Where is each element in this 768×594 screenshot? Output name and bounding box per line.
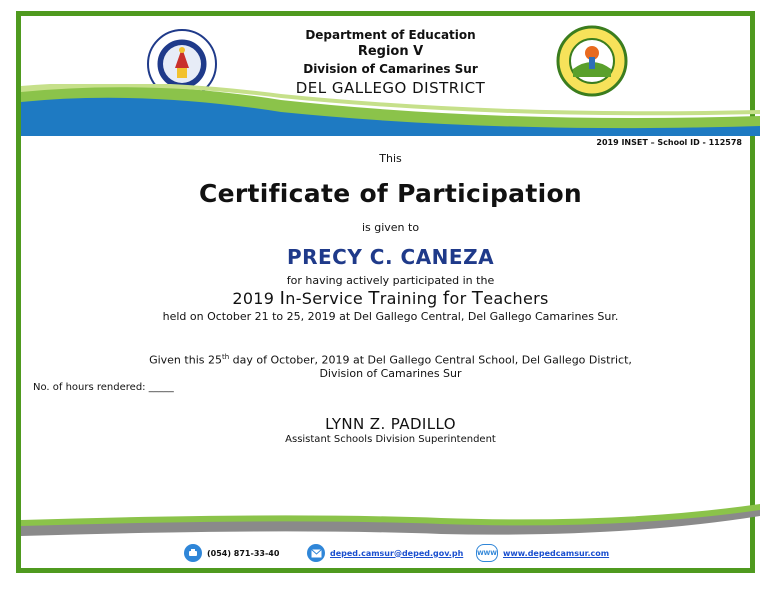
district-heading: DEL GALLEGO DISTRICT (295, 79, 486, 97)
intro-text: This (379, 152, 402, 165)
signatory-position: Assistant Schools Division Superintendent (285, 434, 496, 445)
given-to-text: is given to (361, 221, 420, 234)
held-on-text: held on October 21 to 25, 2019 at Del Gallego Central, Del Gallego Camarines Sur. (162, 310, 619, 323)
globe-icon: WWW (476, 544, 498, 562)
division-heading: Division of Camarines Sur (303, 62, 478, 76)
certificate-title: Certificate of Participation (198, 179, 583, 208)
footer-email (307, 544, 463, 562)
certificate-frame (16, 11, 755, 573)
given-date-prefix: Given this 25 (149, 353, 222, 367)
school-id-line: 2019 INSET – School ID - 112578 (596, 138, 742, 147)
given-date-line (21, 353, 760, 367)
phone-icon (184, 544, 202, 562)
phone-number: (054) 871-33-40 (207, 548, 280, 558)
email-link[interactable]: deped.camsur@deped.gov.ph (330, 548, 464, 558)
hours-rendered: No. of hours rendered: _____ (33, 382, 174, 393)
given-date-ordinal: th (221, 353, 230, 361)
signatory-name: LYNN Z. PADILLO (325, 415, 456, 433)
footer-wave-decoration (21, 502, 760, 538)
recipient-name: PRECY C. CANEZA (286, 245, 495, 269)
header-wave-decoration (21, 84, 760, 136)
department-heading: Department of Education (305, 28, 476, 42)
footer-phone (184, 544, 279, 562)
website-link[interactable]: www.depedcamsur.com (503, 548, 610, 558)
given-date-suffix: day of October, 2019 at Del Gallego Central School, Del Gallego District, (229, 353, 632, 367)
footer-website (476, 544, 609, 562)
participation-text: for having actively participated in the (286, 274, 495, 287)
given-date-line2: Division of Camarines Sur (319, 367, 462, 380)
region-heading: Region V (357, 44, 424, 59)
email-icon (307, 544, 325, 562)
event-name: 2019 In-Service Training for Teachers (232, 288, 549, 309)
